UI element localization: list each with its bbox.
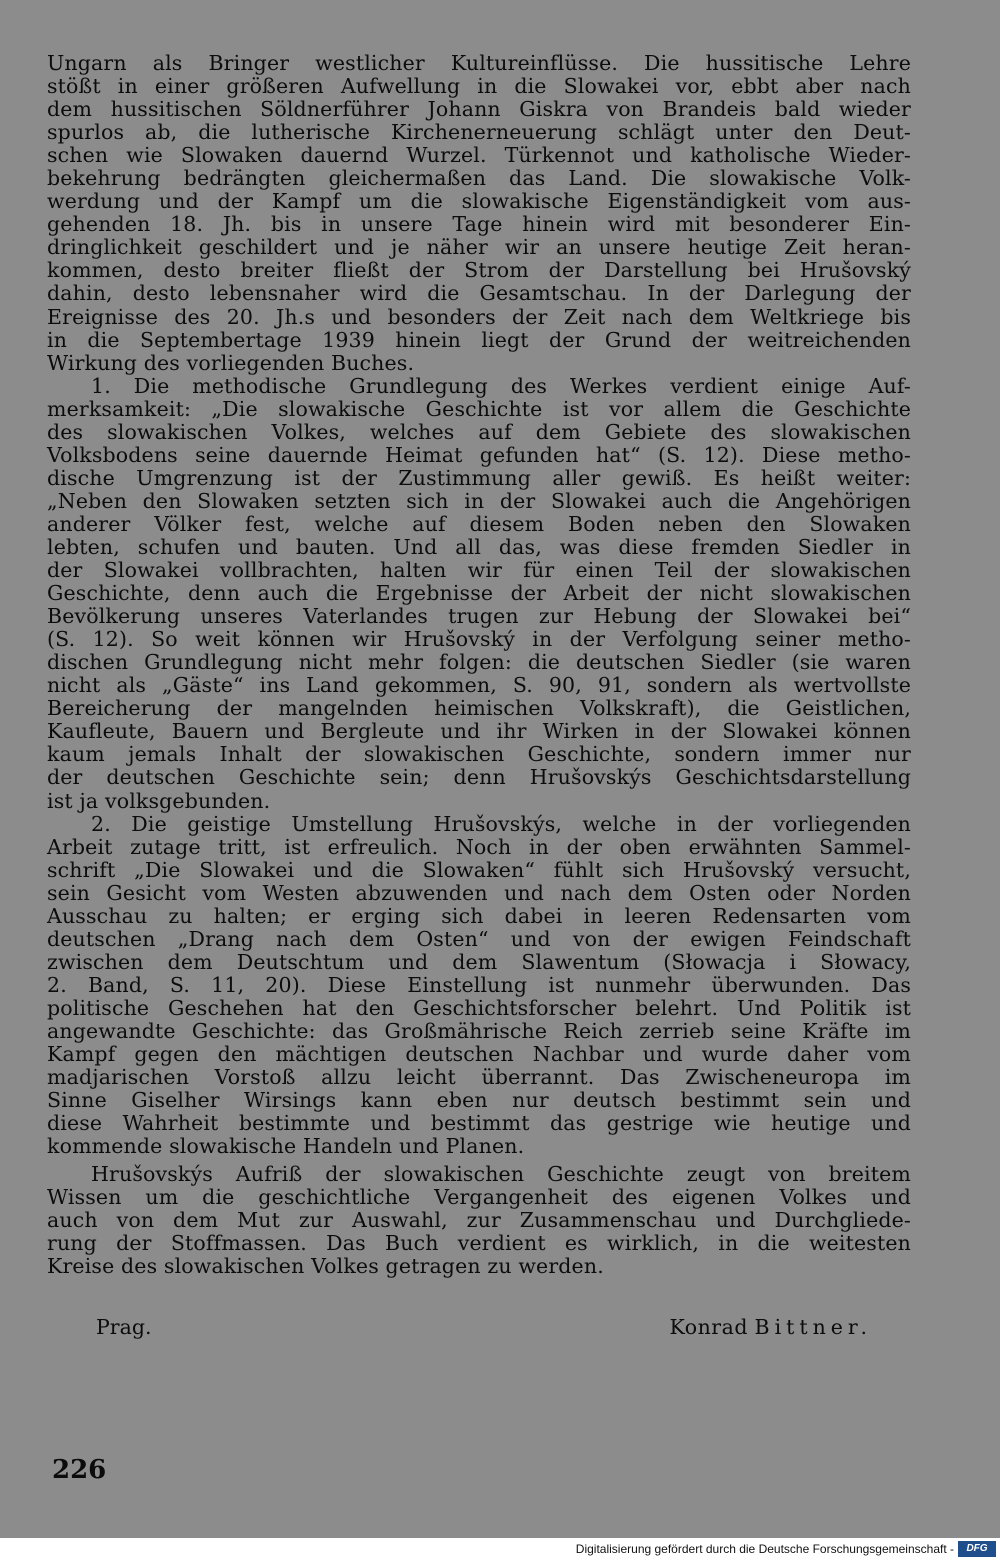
text-line: madjarischen Vorstoß allzu leicht überrannt. Das Zwischeneuropa im bbox=[47, 1065, 911, 1090]
text-line: Wirkung des vorliegenden Buches. bbox=[47, 350, 415, 375]
text-line: rung der Stoffmassen. Das Buch verdient es wirklich, in die weitesten bbox=[47, 1231, 911, 1256]
text-line: Wissen um die geschichtliche Vergangenheit des eigenen Volkes und bbox=[47, 1185, 911, 1210]
text-line: lebten, schufen und bauten. Und all das, was diese fremden Siedler in bbox=[47, 534, 911, 559]
text-line: Geschichte, denn auch die Ergebnisse der Arbeit der nicht slowakischen bbox=[47, 581, 911, 606]
text-line: Ereignisse des 20. Jh.s und besonders der Zeit nach dem Weltkriege bis bbox=[47, 304, 911, 329]
text-line: ist ja volksgebunden. bbox=[47, 788, 271, 813]
text-line: Sinne Giselher Wirsings kann eben nur deutsch bestimmt sein und bbox=[47, 1088, 911, 1113]
text-line: Kaufleute, Bauern und Bergleute und ihr Wirken in der Slowakei können bbox=[47, 719, 911, 744]
text-line: zwischen dem Deutschtum und dem Slawentum (Słowacja i Słowacy, bbox=[47, 949, 911, 974]
text-line: politische Geschehen hat den Geschichtsforscher belehrt. Und Politik ist bbox=[47, 995, 911, 1020]
text-line: Kampf gegen den mächtigen deutschen Nachbar und wurde daher vom bbox=[47, 1042, 911, 1067]
text-line: kommen, desto breiter fließt der Strom der Darstellung bei Hrušovský bbox=[47, 258, 911, 283]
text-line: deutschen „Drang nach dem Osten“ und von der ewigen Feindschaft bbox=[47, 926, 911, 951]
text-line: Kreise des slowakischen Volkes getragen zu werden. bbox=[47, 1254, 604, 1279]
text-line: dische Umgrenzung ist der Zustimmung aller gewiß. Es heißt weiter: bbox=[47, 465, 911, 490]
text-line: auch von dem Mut zur Auswahl, zur Zusammenschau und Durchgliede- bbox=[47, 1208, 911, 1233]
paragraph-methodology bbox=[47, 375, 911, 813]
text-line: „Neben den Slowaken setzten sich in der Slowakei auch die Angehörigen bbox=[47, 488, 911, 513]
text-line: Bevölkerung unseres Vaterlandes trugen zur Hebung der Slowakei bei“ bbox=[47, 604, 911, 629]
author-first-name: Konrad bbox=[669, 1315, 748, 1339]
text-line: kaum jemals Inhalt der slowakischen Geschichte, sondern immer nur bbox=[47, 742, 911, 767]
text-line: dringlichkeit geschildert und je näher wir an unsere heutige Zeit heran- bbox=[47, 235, 911, 260]
text-line: der deutschen Geschichte sein; denn Hrušovskýs Geschichtsdarstellung bbox=[47, 765, 911, 790]
signature-place: Prag. bbox=[96, 1315, 152, 1339]
article-body bbox=[47, 52, 911, 1278]
text-line: schen wie Slowaken dauernd Wurzel. Türkennot und katholische Wieder- bbox=[47, 143, 911, 168]
text-line: gehenden 18. Jh. bis in unsere Tage hinein wird mit besonderer Ein- bbox=[47, 212, 911, 237]
text-line: spurlos ab, die lutherische Kirchenerneuerung schlägt unter den Deut- bbox=[47, 120, 911, 145]
text-line: schrift „Die Slowakei und die Slowaken“ fühlt sich Hrušovský versucht, bbox=[47, 857, 911, 882]
text-line: 2. Band, S. 11, 20). Diese Einstellung ist nunmehr überwunden. Das bbox=[47, 972, 911, 997]
dfg-logo: DFG bbox=[958, 1541, 996, 1557]
footer-bar bbox=[0, 1538, 1000, 1561]
author-last-name: Bittner. bbox=[754, 1315, 872, 1339]
text-line: Arbeit zutage tritt, ist erfreulich. Noch in der oben erwähnten Sammel- bbox=[47, 834, 911, 859]
text-line: bekehrung bedrängten gleichermaßen das Land. Die slowakische Volk- bbox=[47, 166, 911, 191]
text-line: merksamkeit: „Die slowakische Geschichte ist vor allem die Geschichte bbox=[47, 396, 911, 421]
text-line: angewandte Geschichte: das Großmährische Reich zerrieb seine Kräfte im bbox=[47, 1018, 911, 1043]
text-line: diese Wahrheit bestimmte und bestimmt das gestrige wie heutige und bbox=[47, 1111, 911, 1136]
text-line: dem hussitischen Söldnerführer Johann Giskra von Brandeis bald wieder bbox=[47, 97, 911, 122]
text-line: stößt in einer größeren Aufwellung in die Slowakei vor, ebbt aber nach bbox=[47, 74, 911, 99]
text-line: werdung und der Kampf um die slowakische Eigenständigkeit vom aus- bbox=[47, 189, 911, 214]
text-line: des slowakischen Volkes, welches auf dem Gebiete des slowakischen bbox=[47, 419, 911, 444]
text-line: Volksbodens seine dauernde Heimat gefunden hat“ (S. 12). Diese metho- bbox=[47, 442, 911, 467]
signature-author bbox=[670, 1315, 873, 1339]
text-line: Hrušovskýs Aufriß der slowakischen Geschichte zeugt von breitem bbox=[91, 1162, 911, 1187]
page-number: 226 bbox=[52, 1455, 107, 1485]
text-line: kommende slowakische Handeln und Planen. bbox=[47, 1134, 525, 1159]
text-line: Ungarn als Bringer westlicher Kultureinflüsse. Die hussitische Lehre bbox=[47, 51, 911, 75]
text-line: 2. Die geistige Umstellung Hrušovskýs, welche in der vorliegenden bbox=[91, 811, 911, 836]
text-line: (S. 12). So weit können wir Hrušovský in der Verfolgung seiner metho- bbox=[47, 627, 911, 652]
text-line: 1. Die methodische Grundlegung des Werkes verdient einige Auf- bbox=[91, 373, 911, 398]
text-line: dahin, desto lebensnaher wird die Gesamtschau. In der Darlegung der bbox=[47, 281, 911, 306]
paragraph-reorientation bbox=[47, 813, 911, 1159]
text-line: Ausschau zu halten; er erging sich dabei in leeren Redensarten vom bbox=[47, 903, 911, 928]
paragraph bbox=[47, 52, 911, 375]
text-line: Bereicherung der mangelnden heimischen Volkskraft), die Geistlichen, bbox=[47, 696, 911, 721]
text-line: dischen Grundlegung nicht mehr folgen: die deutschen Siedler (sie waren bbox=[47, 650, 911, 675]
text-line: nicht als „Gäste“ ins Land gekommen, S. 90, 91, sondern als wertvollste bbox=[47, 673, 911, 698]
paragraph-conclusion bbox=[47, 1163, 911, 1278]
text-line: in die Septembertage 1939 hinein liegt der Grund der weitreichenden bbox=[47, 327, 911, 352]
text-line: sein Gesicht vom Westen abzuwenden und nach dem Osten oder Norden bbox=[47, 880, 911, 905]
text-line: der Slowakei vollbrachten, halten wir für einen Teil der slowakischen bbox=[47, 558, 911, 583]
text-line: anderer Völker fest, welche auf diesem Boden neben den Slowaken bbox=[47, 511, 911, 536]
footer-credit: Digitalisierung gefördert durch die Deutsche Forschungsgemeinschaft - bbox=[575, 1542, 954, 1556]
